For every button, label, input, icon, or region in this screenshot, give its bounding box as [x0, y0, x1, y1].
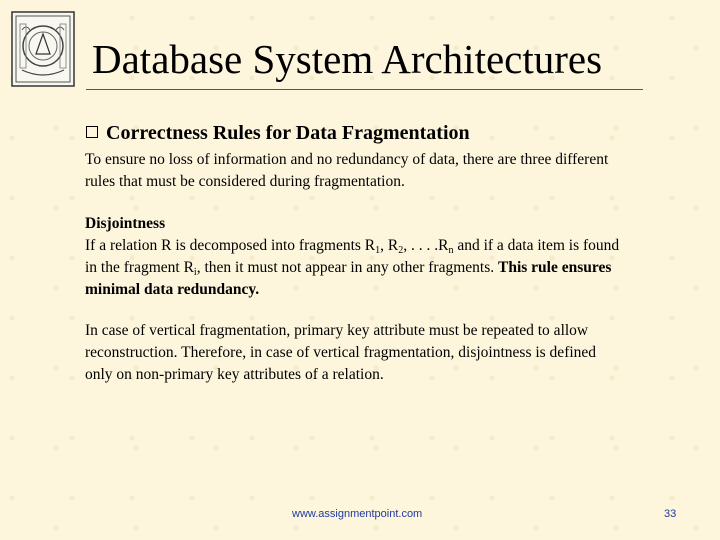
- subscript-i: i: [193, 267, 197, 278]
- intro-paragraph: To ensure no loss of information and no redundancy of data, there are three different rules that must be considered during fragmentation.: [85, 151, 609, 190]
- rule-text-1: If a relation R is decomposed into fragments R: [85, 237, 376, 254]
- rule-text-5: , then it must not appear in any other fragments.: [196, 259, 498, 276]
- title-divider: [86, 89, 643, 90]
- hollow-square-bullet-icon: [86, 126, 98, 138]
- rule-body: [85, 235, 625, 301]
- page-number: 33: [664, 508, 677, 520]
- subscript-n: n: [448, 245, 454, 256]
- footer-url: www.assignmentpoint.com: [292, 508, 423, 520]
- subscript-1: 1: [375, 245, 381, 256]
- rule-text-4: and if a data item is found in the fragment R: [85, 237, 620, 276]
- rule-emphasis: This rule ensures minimal data redundancy.: [85, 259, 612, 298]
- subscript-2: 2: [398, 245, 404, 256]
- section-heading: [86, 122, 470, 145]
- section-heading-text: Correctness Rules for Data Fragmentation: [106, 122, 470, 144]
- rule-text-3: , . . . .R: [403, 237, 449, 254]
- disjointness-paragraph: [85, 213, 625, 301]
- vertical-fragmentation-paragraph: In case of vertical fragmentation, primary key attribute must be repeated to allow reconstruction. Therefore, in case of vertical fragmentation, disjointness is defined only on non-primary key attributes of a relation.: [85, 322, 597, 383]
- rule-text-2: , R: [380, 237, 399, 254]
- rule-title: Disjointness: [85, 215, 166, 232]
- university-seal-icon: [10, 10, 76, 88]
- slide-title: Database System Architectures: [92, 36, 603, 82]
